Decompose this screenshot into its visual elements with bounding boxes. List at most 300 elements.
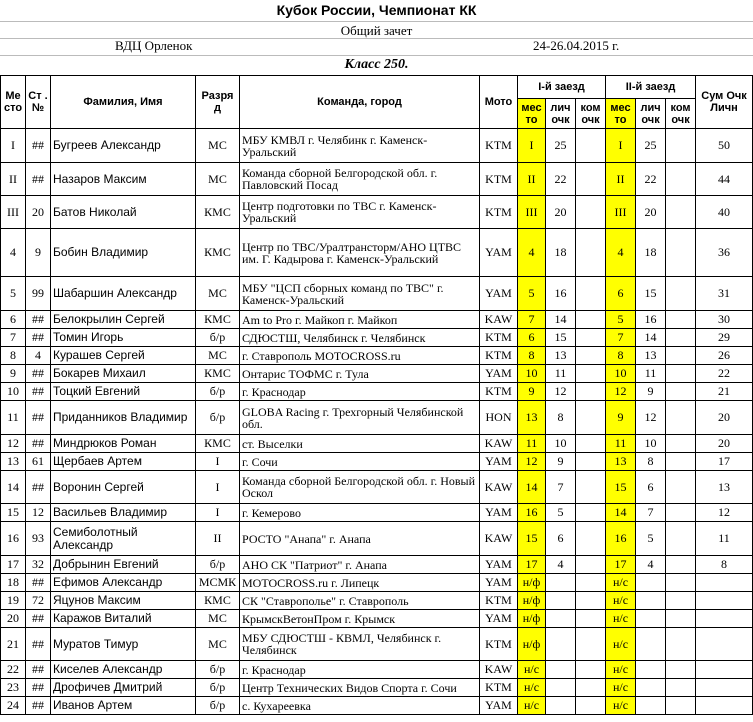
cell-race1-pos: 7 [518,311,546,329]
cell-race1-pers: 8 [546,401,576,435]
col-team-header: Команда, город [240,76,480,129]
cell-race2-cmd [666,365,696,383]
cell-race2-pers [636,610,666,628]
cell-race2-cmd [666,628,696,661]
cell-place: 11 [1,401,26,435]
cell-place: 7 [1,329,26,347]
cell-moto: YAM [480,365,518,383]
cell-race2-pers [636,679,666,697]
col-moto-header: Мото [480,76,518,129]
cell-start-no: ## [26,365,51,383]
table-row [1,329,753,347]
cell-race2-pers: 11 [636,365,666,383]
cell-team: Онтарис ТОФМС г. Тула [240,365,480,383]
col-sum-header: Сум Очк Личн [696,76,753,129]
cell-race1-pers: 22 [546,163,576,196]
cell-name: Миндрюков Роман [51,435,196,453]
cell-race1-pers [546,628,576,661]
table-row [1,697,753,715]
cell-name: Назаров Максим [51,163,196,196]
cell-race1-cmd [576,196,606,229]
cell-race2-pos: н/с [606,679,636,697]
cell-team: МБУ "ЦСП сборных команд по ТВС" г. Каменск-Уральский [240,277,480,311]
cell-race1-pos: 11 [518,435,546,453]
cell-race2-cmd [666,383,696,401]
cell-name: Семиболотный Александр [51,522,196,556]
cell-race2-cmd [666,196,696,229]
cell-rank: б/р [196,697,240,715]
cell-moto: KTM [480,347,518,365]
cell-rank: б/р [196,329,240,347]
table-row [1,401,753,435]
cell-start-no: ## [26,401,51,435]
cell-start-no: ## [26,435,51,453]
cell-race1-pers: 16 [546,277,576,311]
cell-race1-pos: 9 [518,383,546,401]
cell-team: СК "Ставрополье" г. Ставрополь [240,592,480,610]
cell-race1-cmd [576,365,606,383]
table-row [1,347,753,365]
cell-sum: 22 [696,365,753,383]
cell-race1-pers [546,574,576,592]
cell-rank: КМС [196,365,240,383]
cell-race2-pos: 10 [606,365,636,383]
cell-rank: КМС [196,592,240,610]
cell-team: Центр Технических Видов Спорта г. Сочи [240,679,480,697]
cell-team: Команда сборной Белгородской обл. г. Павловский Посад [240,163,480,196]
cell-race2-pos: 13 [606,453,636,471]
cell-start-no: ## [26,610,51,628]
cell-name: Воронин Сергей [51,471,196,504]
table-row [1,277,753,311]
cell-rank: I [196,471,240,504]
results-body [1,129,753,715]
cell-race2-cmd [666,610,696,628]
cell-team: г. Краснодар [240,661,480,679]
table-row [1,679,753,697]
cell-name: Шабаршин Александр [51,277,196,311]
cell-race1-pos: 8 [518,347,546,365]
cell-race2-pos: 17 [606,556,636,574]
cell-place: 5 [1,277,26,311]
table-row [1,129,753,163]
cell-team: АНО СК "Патриот" г. Анапа [240,556,480,574]
cell-race2-cmd [666,163,696,196]
cell-place: 6 [1,311,26,329]
cell-sum: 11 [696,522,753,556]
cell-race2-pers [636,574,666,592]
cell-start-no: 12 [26,504,51,522]
cell-race1-pers: 10 [546,435,576,453]
cell-race2-pers: 12 [636,401,666,435]
cell-sum: 8 [696,556,753,574]
cell-start-no: ## [26,697,51,715]
cell-race2-pos: н/с [606,610,636,628]
cell-moto: YAM [480,277,518,311]
cell-race1-cmd [576,401,606,435]
cell-rank: МСМК [196,574,240,592]
cell-sum: 20 [696,401,753,435]
cell-start-no: ## [26,329,51,347]
cell-name: Дрофичев Дмитрий [51,679,196,697]
cell-place: 10 [1,383,26,401]
cell-team: Команда сборной Белгородской обл. г. Новый Оскол [240,471,480,504]
cell-race1-pers: 18 [546,229,576,277]
cell-race2-pers [636,661,666,679]
cell-place: 17 [1,556,26,574]
race2-pos-header: мес то [606,99,636,129]
cell-place: 16 [1,522,26,556]
cell-name: Бобин Владимир [51,229,196,277]
cell-race2-pos: 15 [606,471,636,504]
cell-name: Щербаев Артем [51,453,196,471]
cell-start-no: 93 [26,522,51,556]
cell-team: Am to Pro г. Майкоп г. Майкоп [240,311,480,329]
cell-race2-cmd [666,311,696,329]
page-title: Кубок России, Чемпионат КК [276,2,477,18]
cell-moto: YAM [480,697,518,715]
cell-team: г. Краснодар [240,383,480,401]
table-row [1,196,753,229]
table-row [1,311,753,329]
cell-start-no: 9 [26,229,51,277]
cell-race2-pos: 6 [606,277,636,311]
cell-sum [696,592,753,610]
cell-race1-cmd [576,311,606,329]
cell-race1-pos: н/ф [518,628,546,661]
cell-race1-pos: I [518,129,546,163]
cell-place: III [1,196,26,229]
cell-place: 21 [1,628,26,661]
cell-name: Киселев Александр [51,661,196,679]
cell-rank: МС [196,277,240,311]
cell-race1-pos: 10 [518,365,546,383]
cell-race1-cmd [576,522,606,556]
cell-sum [696,697,753,715]
race2-cmd-header: ком очк [666,99,696,129]
cell-race2-pos: 11 [606,435,636,453]
cell-race2-pos: 14 [606,504,636,522]
table-row [1,229,753,277]
cell-race1-pos: 15 [518,522,546,556]
cell-race1-pers: 11 [546,365,576,383]
cell-place: 18 [1,574,26,592]
cell-race2-pos: III [606,196,636,229]
table-row [1,661,753,679]
cell-race2-cmd [666,277,696,311]
cell-team: GLOBA Racing г. Трехгорный Челябинской обл. [240,401,480,435]
cell-race2-pers: 15 [636,277,666,311]
table-row [1,383,753,401]
cell-sum: 17 [696,453,753,471]
cell-race2-cmd [666,401,696,435]
cell-race2-pos: н/с [606,697,636,715]
race2-header: II-й заезд [606,76,696,99]
cell-race2-pers: 5 [636,522,666,556]
cell-race2-pers: 25 [636,129,666,163]
cell-rank: МС [196,129,240,163]
cell-race1-cmd [576,592,606,610]
cell-start-no: 4 [26,347,51,365]
cell-moto: KAW [480,522,518,556]
cell-start-no: ## [26,574,51,592]
cell-race1-cmd [576,163,606,196]
cell-start-no: 72 [26,592,51,610]
cell-rank: б/р [196,661,240,679]
table-row [1,610,753,628]
cell-team: Центр по ТВС/Уралтрансторм/АНО ЦТВС им. Г. Кадырова г. Каменск-Уральский [240,229,480,277]
cell-race1-pos: 17 [518,556,546,574]
cell-moto: KAW [480,471,518,504]
cell-moto: HON [480,401,518,435]
cell-race1-pers [546,592,576,610]
cell-place: 23 [1,679,26,697]
cell-place: 4 [1,229,26,277]
cell-place: 13 [1,453,26,471]
cell-race1-cmd [576,229,606,277]
cell-start-no: ## [26,628,51,661]
cell-race2-cmd [666,471,696,504]
cell-race2-pers [636,592,666,610]
table-row [1,504,753,522]
cell-place: 12 [1,435,26,453]
cell-team: с. Кухареевка [240,697,480,715]
cell-name: Яцунов Максим [51,592,196,610]
cell-rank: МС [196,628,240,661]
cell-start-no: ## [26,661,51,679]
cell-race2-pers [636,628,666,661]
cell-race1-cmd [576,556,606,574]
cell-race2-pers [636,697,666,715]
cell-start-no: ## [26,129,51,163]
cell-race2-pos: н/с [606,628,636,661]
table-row [1,574,753,592]
cell-race2-pers: 10 [636,435,666,453]
cell-place: 8 [1,347,26,365]
cell-race2-pos: 9 [606,401,636,435]
cell-race2-cmd [666,347,696,365]
class-label: Класс 250. [344,57,409,72]
cell-moto: YAM [480,453,518,471]
cell-race2-pos: 7 [606,329,636,347]
cell-race1-pos: 16 [518,504,546,522]
cell-name: Каражов Виталий [51,610,196,628]
cell-team: РОСТО "Анапа" г. Анапа [240,522,480,556]
cell-sum: 21 [696,383,753,401]
cell-race1-cmd [576,628,606,661]
race1-header: I-й заезд [518,76,606,99]
cell-rank: КМС [196,229,240,277]
cell-race2-pos: 4 [606,229,636,277]
cell-team: СДЮСТШ, Челябинск г. Челябинск [240,329,480,347]
col-name-header: Фамилия, Имя [51,76,196,129]
table-row [1,435,753,453]
cell-race2-pers: 20 [636,196,666,229]
cell-race1-pos: н/с [518,661,546,679]
cell-sum: 30 [696,311,753,329]
cell-race2-cmd [666,129,696,163]
cell-place: I [1,129,26,163]
cell-sum: 31 [696,277,753,311]
cell-race1-cmd [576,574,606,592]
table-row [1,592,753,610]
cell-moto: KAW [480,661,518,679]
cell-race2-cmd [666,592,696,610]
cell-rank: КМС [196,196,240,229]
table-row [1,628,753,661]
cell-race1-pos: н/с [518,679,546,697]
cell-race2-cmd [666,574,696,592]
cell-race1-pos: 12 [518,453,546,471]
cell-race1-pers: 5 [546,504,576,522]
cell-race2-pos: 12 [606,383,636,401]
race1-pos-header: мес то [518,99,546,129]
cell-rank: б/р [196,679,240,697]
cell-rank: б/р [196,401,240,435]
cell-race1-pers: 14 [546,311,576,329]
cell-race1-pers: 20 [546,196,576,229]
cell-sum: 29 [696,329,753,347]
cell-name: Батов Николай [51,196,196,229]
table-row [1,471,753,504]
cell-race1-cmd [576,435,606,453]
cell-race1-cmd [576,329,606,347]
race1-pers-header: лич очк [546,99,576,129]
cell-name: Иванов Артем [51,697,196,715]
col-place-header: Ме сто [1,76,26,129]
table-row [1,522,753,556]
cell-start-no: 32 [26,556,51,574]
cell-start-no: ## [26,163,51,196]
cell-race1-pers: 7 [546,471,576,504]
cell-race1-cmd [576,471,606,504]
cell-place: 15 [1,504,26,522]
cell-race2-cmd [666,504,696,522]
cell-race1-pers: 6 [546,522,576,556]
cell-name: Муратов Тимур [51,628,196,661]
cell-start-no: 20 [26,196,51,229]
cell-moto: YAM [480,574,518,592]
cell-race2-pos: н/с [606,574,636,592]
cell-rank: I [196,504,240,522]
cell-race1-cmd [576,277,606,311]
cell-race1-pos: 6 [518,329,546,347]
race1-cmd-header: ком очк [576,99,606,129]
cell-race2-pers: 6 [636,471,666,504]
cell-team: г. Кемерово [240,504,480,522]
cell-race1-cmd [576,610,606,628]
cell-rank: МС [196,610,240,628]
cell-sum: 44 [696,163,753,196]
cell-rank: КМС [196,311,240,329]
cell-place: 19 [1,592,26,610]
cell-start-no: 99 [26,277,51,311]
cell-race1-pers: 12 [546,383,576,401]
cell-name: Ефимов Александр [51,574,196,592]
cell-moto: KTM [480,329,518,347]
cell-race1-cmd [576,679,606,697]
cell-team: МБУ СДЮСТШ - КВМЛ, Челябинск г. Челябинск [240,628,480,661]
cell-moto: KAW [480,435,518,453]
cell-start-no: ## [26,471,51,504]
col-start-no-header: Ст . № [26,76,51,129]
cell-name: Курашев Сергей [51,347,196,365]
cell-start-no: ## [26,383,51,401]
cell-race2-pos: 5 [606,311,636,329]
col-rank-header: Разря д [196,76,240,129]
table-row [1,163,753,196]
cell-sum [696,610,753,628]
cell-place: 9 [1,365,26,383]
cell-moto: KTM [480,196,518,229]
cell-race2-pos: II [606,163,636,196]
page-subtitle: Общий зачет [340,23,413,38]
cell-race1-cmd [576,383,606,401]
cell-place: 20 [1,610,26,628]
cell-name: Белокрылин Сергей [51,311,196,329]
cell-sum [696,661,753,679]
cell-race1-cmd [576,661,606,679]
cell-place: 14 [1,471,26,504]
cell-race1-pers: 13 [546,347,576,365]
cell-start-no: 61 [26,453,51,471]
cell-race2-cmd [666,522,696,556]
cell-place: 24 [1,697,26,715]
cell-name: Бугреев Александр [51,129,196,163]
cell-race2-pos: I [606,129,636,163]
cell-sum: 26 [696,347,753,365]
cell-name: Томин Игорь [51,329,196,347]
cell-race1-pers: 9 [546,453,576,471]
cell-race2-cmd [666,435,696,453]
cell-race1-cmd [576,504,606,522]
table-row [1,365,753,383]
cell-race2-pers: 16 [636,311,666,329]
cell-race1-pos: н/ф [518,574,546,592]
cell-team: MOTOCROSS.ru г. Липецк [240,574,480,592]
cell-race1-cmd [576,697,606,715]
cell-race1-pos: н/ф [518,610,546,628]
cell-team: Центр подготовки по ТВС г. Каменск-Уральский [240,196,480,229]
cell-name: Приданников Владимир [51,401,196,435]
cell-rank: КМС [196,435,240,453]
cell-sum: 40 [696,196,753,229]
cell-race2-cmd [666,679,696,697]
cell-race2-cmd [666,229,696,277]
cell-rank: б/р [196,383,240,401]
cell-sum: 50 [696,129,753,163]
cell-rank: МС [196,163,240,196]
cell-start-no: ## [26,679,51,697]
cell-name: Бокарев Михаил [51,365,196,383]
cell-race1-pers: 15 [546,329,576,347]
cell-moto: KTM [480,129,518,163]
cell-race1-pos: II [518,163,546,196]
cell-moto: KTM [480,679,518,697]
cell-race2-pos: 8 [606,347,636,365]
cell-name: Добрынин Евгений [51,556,196,574]
cell-moto: KTM [480,383,518,401]
cell-race1-pos: н/с [518,697,546,715]
cell-team: КрымскВетонПром г. Крымск [240,610,480,628]
cell-race1-pos: 14 [518,471,546,504]
cell-race2-pers: 8 [636,453,666,471]
cell-race2-pers: 4 [636,556,666,574]
cell-race1-cmd [576,453,606,471]
cell-start-no: ## [26,311,51,329]
cell-race2-pers: 9 [636,383,666,401]
cell-rank: II [196,522,240,556]
